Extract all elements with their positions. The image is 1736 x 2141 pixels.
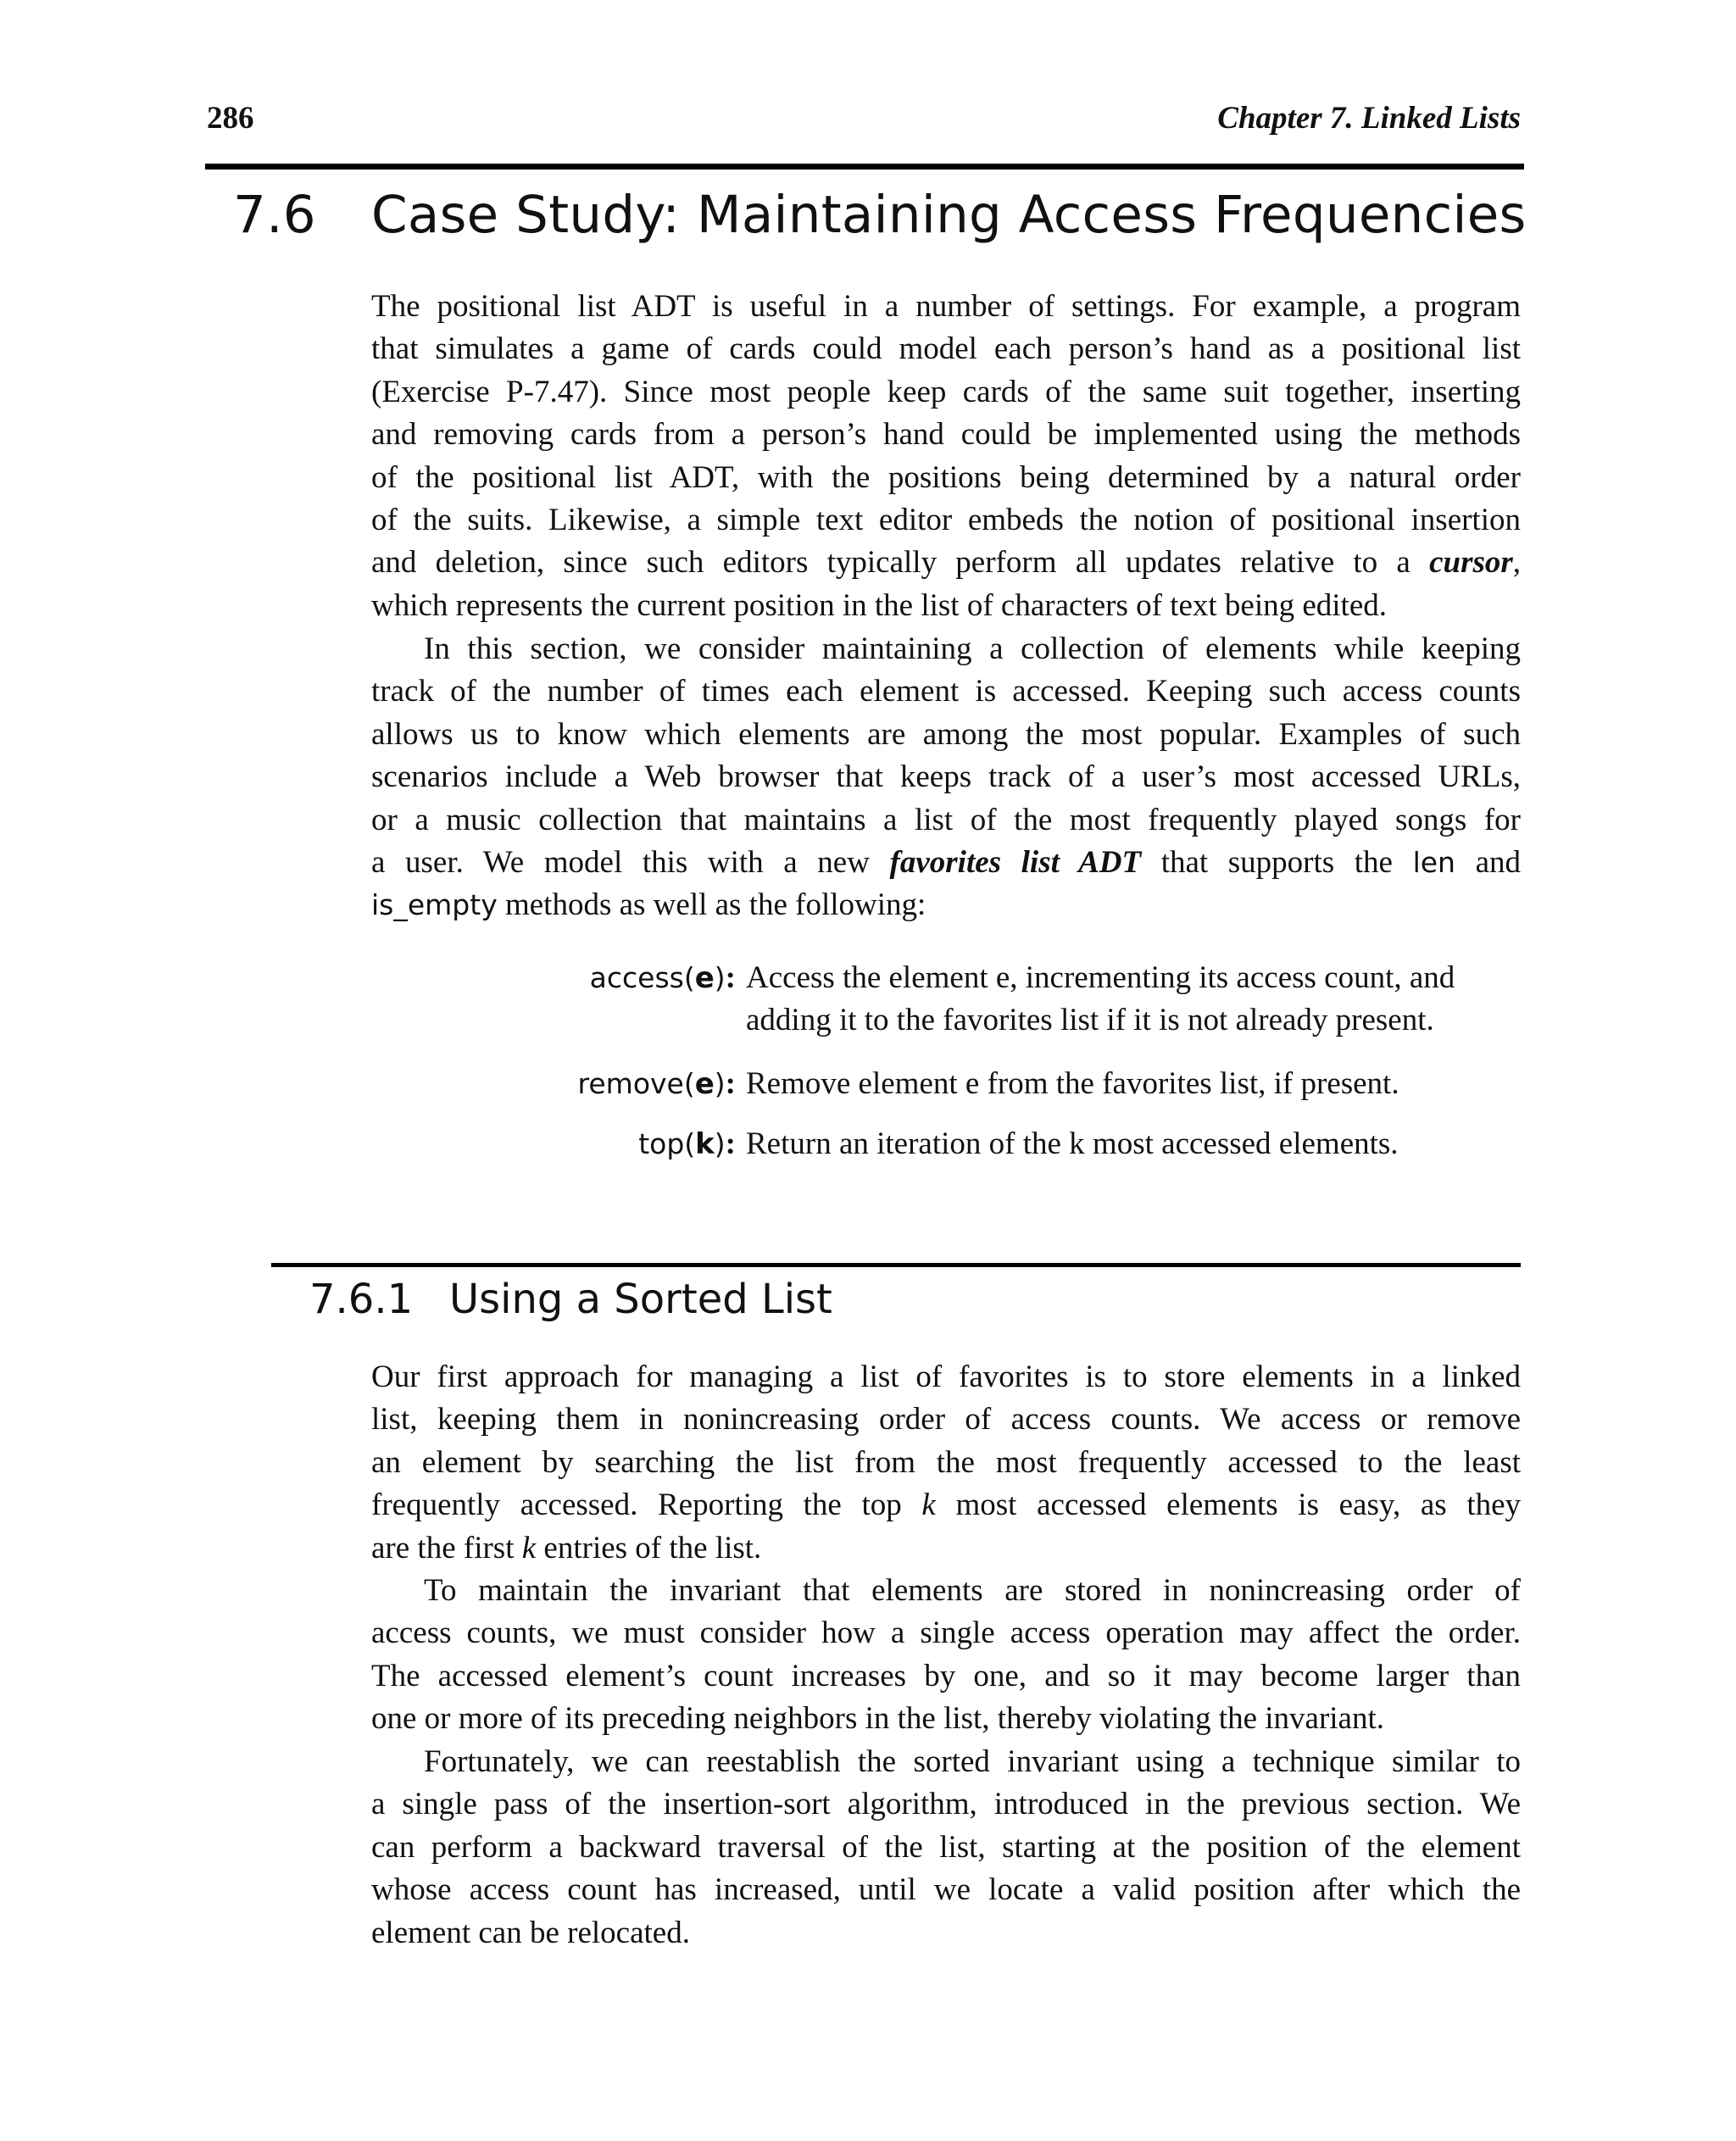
text-line [371,542,1521,584]
text-line: allows us to know which elements are among the most popular. Examples of such [371,716,1521,752]
text-line [371,1527,1521,1570]
method-arg: e [694,961,715,995]
text-run: a user. We model this with a new [371,845,870,881]
text-run: methods as well as the following: [504,887,926,923]
subsection-title: Using a Sorted List [449,1276,832,1323]
method-signature: remove(e): [577,1066,736,1101]
method-access [0,957,1736,1050]
paragraph-invariant [371,1570,1521,1741]
text-line: of the suits. Likewise, a simple text editor embeds the notion of positional insertion [371,503,1521,538]
emphasis-term-favorites-list-adt: favorites list ADT [889,845,1142,881]
text-line: and removing cards from a person’s hand could be implemented using the methods [371,417,1521,453]
text-line: of the positional list ADT, with the positions being determined by a natural order [371,459,1521,495]
subsection-number: 7.6.1 [309,1276,414,1323]
text-run: and [1475,845,1521,881]
text-line: Access the element e, incrementing its access count, and [746,960,1455,995]
method-description [746,1123,1399,1165]
text-line: can perform a backward traversal of the list, starting at the position of the element [371,1829,1521,1865]
text-line: scenarios include a Web browser that keeps track of a user’s most accessed URLs, [371,759,1521,795]
text-run: , [1512,545,1522,581]
text-line: whose access count has increased, until we locate a valid position after which the [371,1872,1521,1908]
text-line: adding it to the favorites list if it is not already present. [746,1003,1434,1037]
section-title: Case Study: Maintaining Access Frequencies [371,185,1527,245]
header-rule [205,164,1524,170]
paragraph-sorted-list-approach [371,1356,1521,1570]
running-head: Chapter 7. Linked Lists [1217,101,1521,136]
text-run: frequently accessed. Reporting the top [371,1488,902,1523]
text-line: an element by searching the list from the most frequently accessed to the least [371,1444,1521,1480]
method-name: remove [577,1067,684,1100]
math-var-k: k [521,1530,537,1565]
method-signature: top(k): [638,1126,736,1161]
method-name: access [589,961,684,994]
text-run: and deletion, since such editors typically perform all updates relative to a [371,545,1410,581]
method-remove [0,1063,1736,1109]
math-var-k: k [921,1488,936,1523]
subsection-rule [271,1263,1521,1267]
emphasis-term-cursor: cursor [1429,545,1513,581]
method-arg: e [694,1067,715,1101]
text-line: To maintain the invariant that elements are stored in nonincreasing order of [424,1573,1521,1608]
page-number: 286 [207,101,254,136]
method-arg: k [695,1127,715,1161]
text-line: list, keeping them in nonincreasing order of access counts. We access or remove [371,1402,1521,1438]
method-description [746,1063,1399,1105]
paragraph-positional-list-uses [371,286,1521,627]
method-signature: access(e): [589,960,736,995]
text-line: or a music collection that maintains a list of the most frequently played songs for [371,802,1521,837]
text-line: The accessed element’s count increases by one, and so it may become larger than [371,1658,1521,1693]
text-line: track of the number of times each element is accessed. Keeping such access counts [371,674,1521,709]
text-line: The positional list ADT is useful in a number of settings. For example, a program [371,289,1521,324]
method-top [0,1123,1736,1170]
subsection-heading [309,1276,832,1323]
section-heading [233,185,1527,245]
text-line: Our first approach for managing a list of favorites is to store elements in a linked [371,1360,1521,1394]
code-len: len [1412,846,1455,880]
text-line [371,842,1521,884]
text-line: access counts, we must consider how a single access operation may affect the order. [371,1615,1521,1651]
text-line: (Exercise P-7.47). Since most people keep cards of the same suit together, inserting [371,374,1521,409]
text-line [371,1484,1521,1527]
method-description [746,957,1455,1042]
method-name: top [638,1127,685,1160]
text-line: element can be relocated. [371,1915,690,1950]
text-line: a single pass of the insertion-sort algorithm, introduced in the previous section. We [371,1787,1521,1822]
text-run: most accessed elements is easy, as they [955,1488,1522,1523]
text-line: Fortunately, we can reestablish the sorted invariant using a technique similar to [424,1744,1521,1779]
section-number: 7.6 [233,185,316,245]
text-run: are the first [371,1530,515,1565]
paragraph-insertion-sort-technique [371,1741,1521,1955]
text-line: Remove element e from the favorites list, if present. [746,1066,1399,1101]
text-line: that simulates a game of cards could model each person’s hand as a positional list [371,331,1521,367]
text-line: In this section, we consider maintaining a collection of elements while keeping [424,631,1521,666]
code-is-empty: is_empty [371,888,498,922]
text-run: entries of the list. [543,1530,762,1565]
paragraph-favorites-list-intro [371,628,1521,927]
text-line: one or more of its preceding neighbors in the list, thereby violating the invariant. [371,1701,1385,1737]
text-run: that supports the [1160,845,1393,881]
text-line: Return an iteration of the k most accessed elements. [746,1126,1399,1161]
text-line [371,884,1521,926]
text-line: which represents the current position in the list of characters of text being edited. [371,587,1388,623]
